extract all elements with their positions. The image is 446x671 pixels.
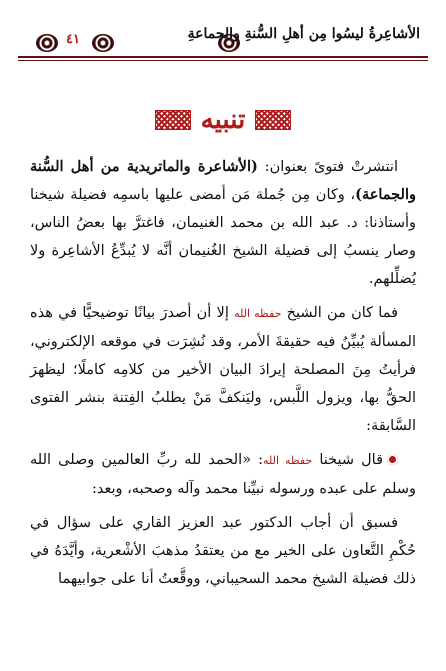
page-number: ٤١ [66,32,80,47]
running-header [18,22,428,62]
paragraph-2: فما كان من الشيخ حفظه الله إلا أن أصدرَ بيانًا توضيحيًّا في هذه المسألة يُبيِّنُ فيه حقيقةَ الأمر، وقد نُشِرَت في موقعه الإلكتروني، فرأيتُ مِنَ المصلحة إيرادَ البيان الأخير من كلامِه كاملًا؛ ليظهرَ الحقُّ بها، ويزول اللَّبس، وليَنكفَّ مَنْ يطلبُ الفِتنة بنشر الفتوى السَّابقة: [30,305,416,434]
ornament-icon [92,34,114,52]
honorific: حفظه الله [234,307,282,320]
section-heading [0,100,446,140]
ornament-icon [36,34,58,52]
paragraph-1: انتشرتْ فتوىً بعنوان: (الأشاعرة والماتريدية من أهل السُّنة والجماعة)، وكان مِن جُملة مَن أمضى عليها باسمِه فضيلة شيخنا وأستاذنا: د. عبد الله بن محمد الغنيمان، فاغترَّ بها بعضُ الناس، وصار ينسبُ إلى فضيلة الشيخ الغُنيمان أنَّه لا يُبدِّعُ الأشاعِرة ولا يُضلِّلهم. [30,158,416,287]
seal-icon [387,454,398,465]
honorific: حفظه الله [263,454,313,467]
header-rule [18,56,428,58]
book-title: الأشاعِرةُ ليسُوا مِن أهلِ السُّنةِ والجماعةِ [187,26,420,42]
paragraph-4: فسبق أن أجاب الدكتور عبد العزيز القاري على سؤال في حُكْمِ التَّعاون على الخير مع من يعتقدُ مذهبَ الأشْعرية، وأيَّدَهُ في ذلك فضيلة الشيخ محمد السحيباني، ووقَّعتُ أنا على جوابيهما [30,515,416,587]
heading-ornament-icon [155,110,191,130]
header-rule-thin [18,60,428,61]
section-title: تنبيه [200,105,246,135]
paragraph-3: قال شيخنا حفظه الله: «الحمد لله ربِّ العالمين وصلى الله وسلم على عبده ورسوله نبيِّنا محمد وآله وصحبه، وبعد: [30,452,416,497]
body-text [30,153,416,593]
fatwa-title: (الأشاعرة والماتريدية من أهل السُّنة والجماعة) [30,158,416,203]
heading-ornament-icon [255,110,291,130]
